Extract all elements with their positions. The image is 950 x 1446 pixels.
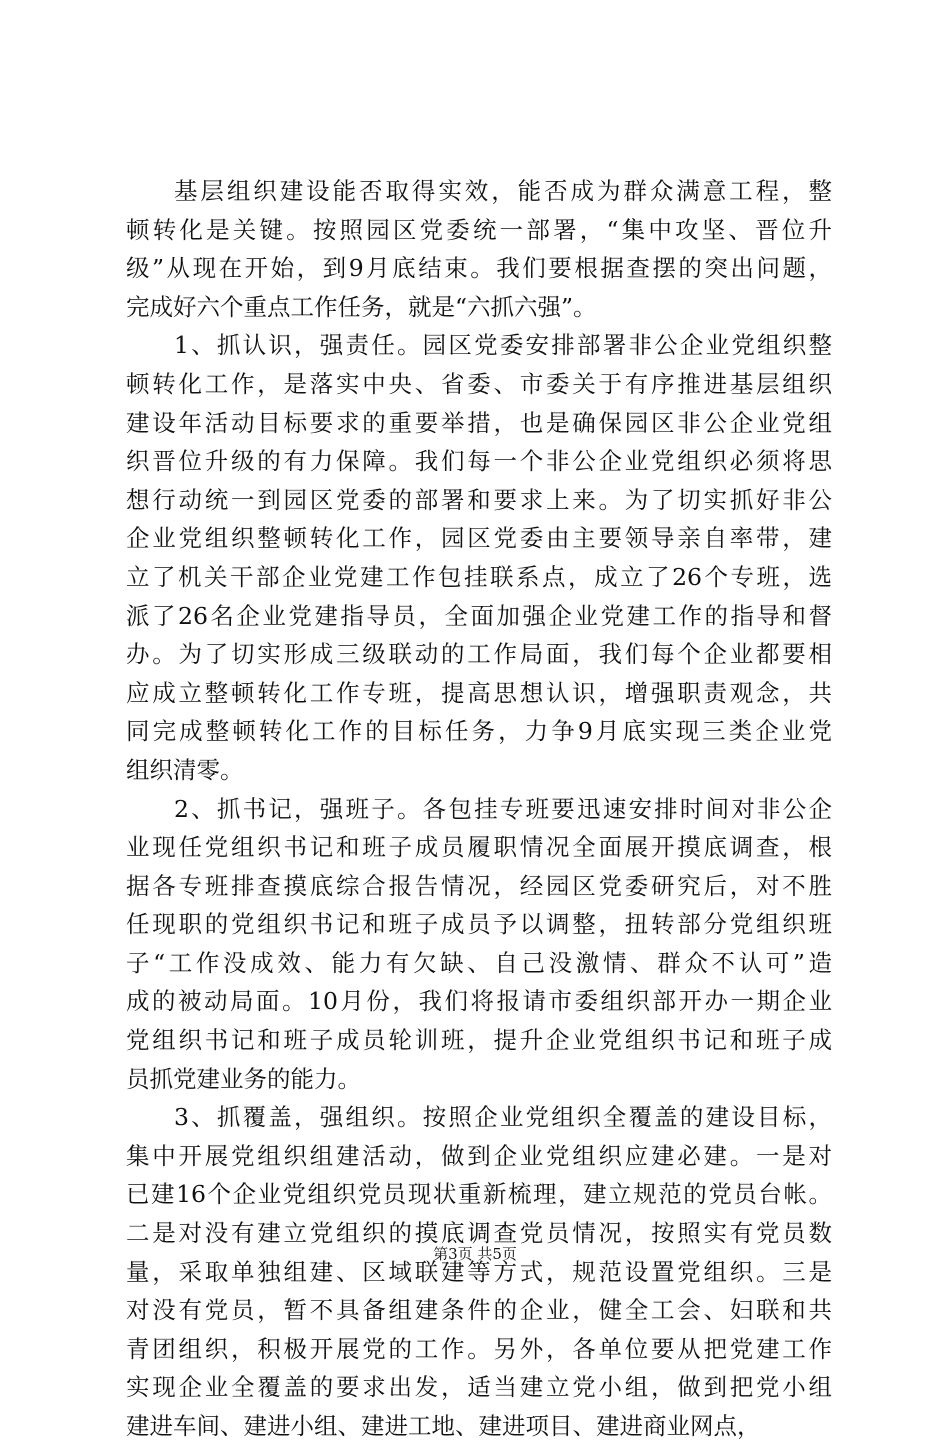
paragraph <box>126 790 832 1099</box>
text-line: 级”从现在开始，到9月底结束。我们要根据查摆的突出问题， <box>126 254 832 283</box>
text-line: 想行动统一到园区党委的部署和要求上来。为了切实抓好非公 <box>126 485 832 514</box>
text-line: 集中开展党组织组建活动，做到企业党组织应建必建。一是对 <box>126 1141 832 1170</box>
text-line: 1、抓认识，强责任。园区党委安排部署非公企业党组织整 <box>174 331 832 360</box>
text-line: 完成好六个重点工作任务，就是“六抓六强”。 <box>126 292 597 321</box>
text-line: 建设年活动目标要求的重要举措，也是确保园区非公企业党组 <box>126 408 832 437</box>
text-line: 办。为了切实形成三级联动的工作局面，我们每个企业都要相 <box>126 640 832 669</box>
text-line: 3、抓覆盖，强组织。按照企业党组织全覆盖的建设目标， <box>174 1103 832 1132</box>
text-line: 同完成整顿转化工作的目标任务，力争9月底实现三类企业党 <box>126 717 832 746</box>
text-line: 顿转化是关键。按照园区党委统一部署，“集中攻坚、晋位升 <box>126 215 832 244</box>
text-line: 组织清零。 <box>126 755 244 784</box>
text-line: 实现企业全覆盖的要求出发，适当建立党小组，做到把党小组 <box>126 1373 832 1402</box>
text-line: 顿转化工作，是落实中央、省委、市委关于有序推进基层组织 <box>126 369 832 398</box>
text-line: 业现任党组织书记和班子成员履职情况全面展开摸底调查，根 <box>126 833 832 862</box>
text-line: 量，采取单独组建、区域联建等方式，规范设置党组织。三是 <box>126 1257 832 1286</box>
text-line: 党组织书记和班子成员轮训班，提升企业党组织书记和班子成 <box>126 1026 832 1055</box>
paragraph <box>126 1098 832 1445</box>
text-line: 立了机关干部企业党建工作包挂联系点，成立了26个专班，选 <box>126 562 832 591</box>
text-line: 基层组织建设能否取得实效，能否成为群众满意工程，整 <box>174 177 832 205</box>
text-line: 二是对没有建立党组织的摸底调查党员情况，按照实有党员数 <box>126 1219 832 1248</box>
text-line: 应成立整顿转化工作专班，提高思想认识，增强职责观念，共 <box>126 678 832 707</box>
text-line: 成的被动局面。10月份，我们将报请市委组织部开办一期企业 <box>126 987 832 1016</box>
text-line: 已建16个企业党组织党员现状重新梳理，建立规范的党员台帐。 <box>126 1180 832 1209</box>
text-line: 派了26名企业党建指导员，全面加强企业党建工作的指导和督 <box>126 601 832 630</box>
text-line: 织晋位升级的有力保障。我们每一个非公企业党组织必须将思 <box>126 447 832 476</box>
text-line: 子“工作没成效、能力有欠缺、自己没激情、群众不认可”造 <box>126 948 832 977</box>
text-line: 青团组织，积极开展党的工作。另外，各单位要从把党建工作 <box>126 1334 832 1363</box>
text-line: 企业党组织整顿转化工作，园区党委由主要领导亲自率带，建 <box>126 524 832 553</box>
text-line: 任现职的党组织书记和班子成员予以调整，扭转部分党组织班 <box>126 910 832 939</box>
page-footer: 第3页 共5页 <box>433 1245 517 1263</box>
text-line: 据各专班排查摸底综合报告情况，经园区党委研究后，对不胜 <box>126 871 832 900</box>
text-line: 对没有党员，暂不具备组建条件的企业，健全工会、妇联和共 <box>126 1296 832 1325</box>
text-line: 2、抓书记，强班子。各包挂专班要迅速安排时间对非公企 <box>174 794 832 823</box>
paragraph <box>126 326 832 789</box>
text-line: 建进车间、建进小组、建进工地、建进项目、建进商业网点， <box>126 1412 761 1440</box>
paragraph <box>126 172 832 326</box>
text-line: 员抓党建业务的能力。 <box>126 1064 361 1093</box>
